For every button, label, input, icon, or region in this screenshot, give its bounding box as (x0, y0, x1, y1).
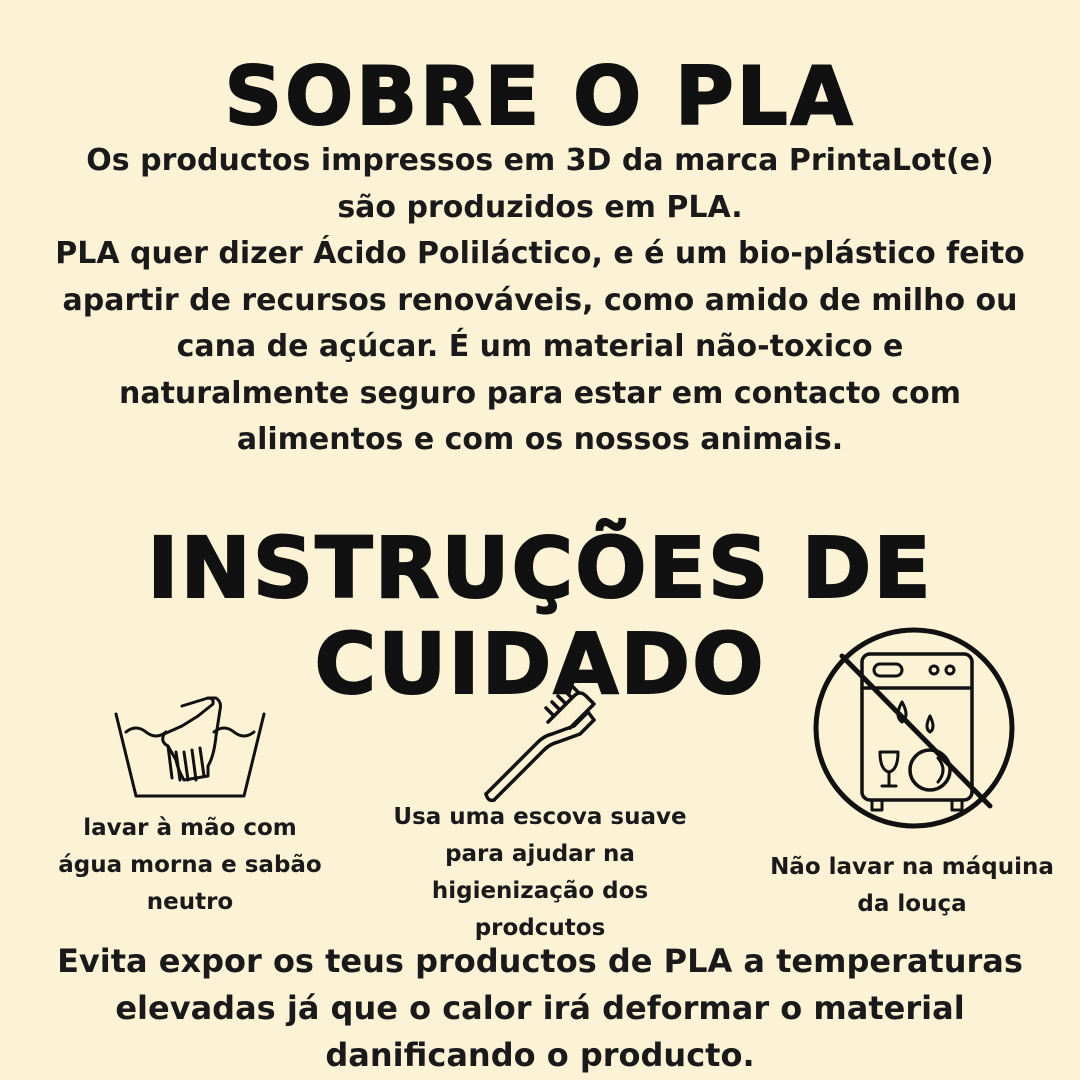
intro-line: são produzidos em PLA. (337, 189, 743, 225)
intro-line: cana de açúcar. É um material não-toxico e (176, 329, 904, 364)
caption-line: água morna e sabão (58, 852, 322, 878)
caption-line: higienização dos (431, 878, 649, 904)
caption-line: para ajudar na (445, 841, 635, 867)
care-caption-no-dishwasher (752, 849, 1072, 923)
caption-line: lavar à mão com (83, 815, 297, 841)
about-pla-title: SOBRE O PLA (224, 50, 856, 143)
caption-line: neutro (146, 889, 234, 915)
caption-line: prodcutos (474, 915, 606, 941)
care-instructions-title: INSTRUÇÕES DE CUIDADO (147, 519, 933, 713)
caption-line: da louça (857, 891, 967, 917)
no-dishwasher-icon (810, 624, 1020, 834)
hand-wash-icon (112, 696, 268, 800)
intro-line: PLA quer dizer Ácido Poliláctico, e é um bio-plástico feito (55, 236, 1025, 271)
care-caption-brush (380, 799, 700, 947)
warning-line: danificando o producto. (325, 1036, 755, 1074)
toothbrush-icon (478, 682, 602, 804)
caption-line: Não lavar na máquina (770, 854, 1054, 880)
intro-line: Os productos impressos em 3D da marca PrintaLot(e) (86, 143, 994, 178)
intro-line: naturalmente seguro para estar em contacto com (118, 375, 962, 411)
heat-warning-paragraph (30, 938, 1050, 1079)
warning-line: Evita expor os teus productos de PLA a temperaturas (57, 942, 1023, 980)
intro-line: alimentos e com os nossos animais. (236, 422, 844, 457)
intro-paragraph (30, 138, 1050, 464)
intro-line: apartir de recursos renováveis, como amido de milho ou (62, 282, 1018, 318)
care-caption-hand-wash (40, 810, 340, 921)
warning-line: elevadas já que o calor irá deformar o material (115, 989, 965, 1027)
caption-line: Usa uma escova suave (393, 804, 687, 830)
